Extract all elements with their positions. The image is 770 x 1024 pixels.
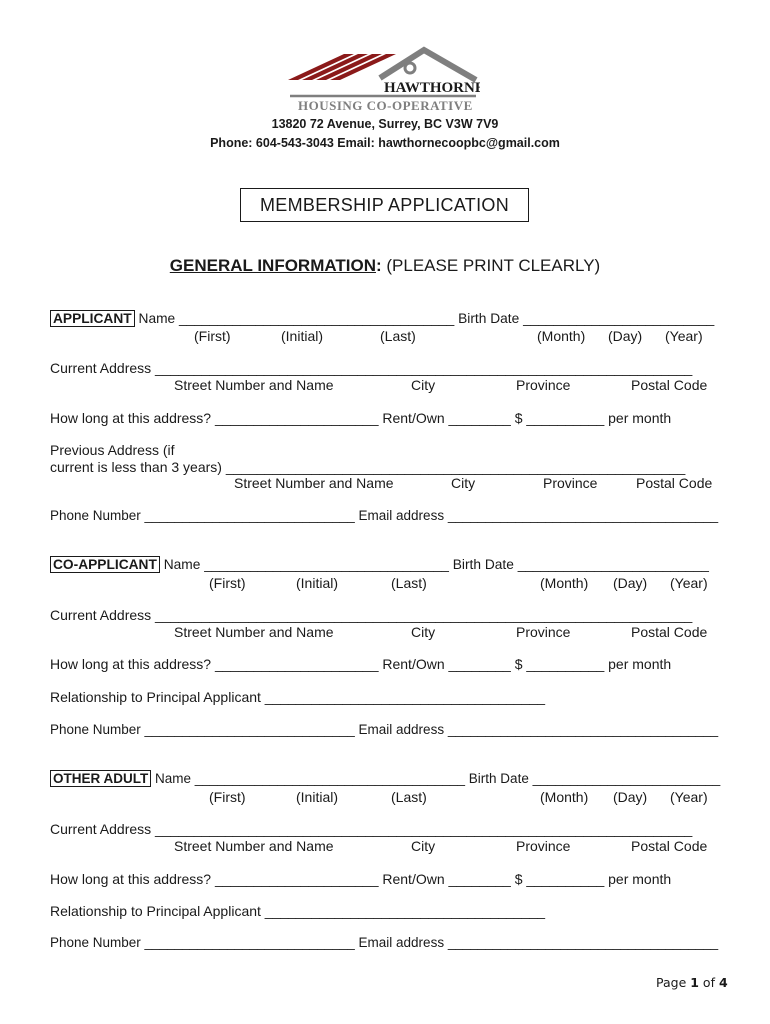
other-adult-relationship-line[interactable]: Relationship to Principal Applicant ____________________________________ bbox=[50, 903, 546, 919]
co-applicant-sub-month: (Month) bbox=[540, 575, 589, 591]
other-adult-addr-postal: Postal Code bbox=[631, 838, 708, 854]
applicant-name-line[interactable]: Name ____________________________________ Birth Date _________________________ bbox=[134, 311, 715, 326]
applicant-address-line[interactable]: Current Address _____________________________________________________________________ bbox=[50, 360, 693, 376]
applicant-sub-day: (Day) bbox=[608, 328, 643, 344]
co-applicant-addr-postal: Postal Code bbox=[631, 624, 708, 640]
co-applicant-sub-initial: (Initial) bbox=[296, 575, 339, 591]
applicant-sub-year: (Year) bbox=[665, 328, 703, 344]
other-adult-addr-street: Street Number and Name bbox=[174, 838, 334, 854]
applicant-prev-city: City bbox=[451, 475, 476, 491]
applicant-sub-last: (Last) bbox=[380, 328, 416, 344]
applicant-addr-province: Province bbox=[516, 377, 571, 393]
co-applicant-sub-year: (Year) bbox=[670, 575, 708, 591]
general-heading-colon: : bbox=[375, 256, 382, 275]
form-title: MEMBERSHIP APPLICATION bbox=[240, 188, 529, 222]
general-heading-text: GENERAL INFORMATION bbox=[169, 256, 376, 275]
co-applicant-address-line[interactable]: Current Address _____________________________________________________________________ bbox=[50, 607, 693, 623]
logo-line2: HOUSING CO-OPERATIVE bbox=[298, 98, 473, 113]
co-applicant-relationship-line[interactable]: Relationship to Principal Applicant ____________________________________ bbox=[50, 689, 546, 705]
other-adult-sub-first: (First) bbox=[209, 789, 246, 805]
other-adult-sub-year: (Year) bbox=[670, 789, 708, 805]
co-applicant-name-line[interactable]: Name ________________________________ Birth Date _________________________ bbox=[159, 557, 709, 572]
other-adult-tag: OTHER ADULT bbox=[50, 770, 151, 787]
co-applicant-howlong-line[interactable]: How long at this address? _____________________ Rent/Own ________ $ __________ per month bbox=[50, 656, 672, 672]
applicant-prev-line[interactable]: current is less than 3 years) ___________________________________________________________ bbox=[50, 459, 686, 475]
other-adult-howlong-line[interactable]: How long at this address? _____________________ Rent/Own ________ $ __________ per month bbox=[50, 871, 672, 887]
page-total: 4 bbox=[718, 975, 728, 990]
co-applicant-name-row[interactable] bbox=[50, 557, 709, 572]
other-adult-sub-last: (Last) bbox=[391, 789, 427, 805]
general-information-heading bbox=[0, 256, 770, 276]
applicant-prev-postal: Postal Code bbox=[636, 475, 713, 491]
hawthorne-logo bbox=[284, 44, 480, 114]
co-applicant-sub-first: (First) bbox=[209, 575, 246, 591]
co-applicant-sub-last: (Last) bbox=[391, 575, 427, 591]
page-label: Page bbox=[656, 975, 691, 990]
applicant-sub-initial: (Initial) bbox=[281, 328, 324, 344]
applicant-phone-line[interactable]: Phone Number ____________________________ Email address ____________________________________ bbox=[50, 508, 719, 523]
other-adult-phone-line[interactable]: Phone Number ____________________________ Email address ____________________________________ bbox=[50, 935, 719, 950]
applicant-addr-street: Street Number and Name bbox=[174, 377, 334, 393]
co-applicant-addr-province: Province bbox=[516, 624, 571, 640]
applicant-name-row[interactable] bbox=[50, 311, 714, 326]
co-applicant-tag: CO-APPLICANT bbox=[50, 556, 160, 573]
page-number bbox=[656, 975, 728, 990]
other-adult-name-row[interactable] bbox=[50, 771, 720, 786]
coop-address: 13820 72 Avenue, Surrey, BC V3W 7V9 bbox=[271, 117, 499, 131]
other-adult-sub-day: (Day) bbox=[613, 789, 648, 805]
applicant-sub-month: (Month) bbox=[537, 328, 586, 344]
page-current: 1 bbox=[690, 975, 699, 990]
page-of: of bbox=[698, 975, 719, 990]
other-adult-sub-initial: (Initial) bbox=[296, 789, 339, 805]
other-adult-sub-month: (Month) bbox=[540, 789, 589, 805]
other-adult-addr-city: City bbox=[411, 838, 436, 854]
co-applicant-addr-city: City bbox=[411, 624, 436, 640]
applicant-howlong-line[interactable]: How long at this address? _____________________ Rent/Own ________ $ __________ per month bbox=[50, 410, 672, 426]
co-applicant-sub-day: (Day) bbox=[613, 575, 648, 591]
logo-line1: HAWTHORNE bbox=[384, 80, 480, 96]
applicant-addr-city: City bbox=[411, 377, 436, 393]
applicant-prev-street: Street Number and Name bbox=[234, 475, 394, 491]
other-adult-name-line[interactable]: Name ____________________________________ Birth Date _________________________ bbox=[151, 771, 721, 786]
applicant-prev-province: Province bbox=[543, 475, 598, 491]
co-applicant-phone-line[interactable]: Phone Number ____________________________ Email address ____________________________________ bbox=[50, 722, 719, 737]
roof-logo-icon bbox=[284, 44, 480, 114]
other-adult-addr-province: Province bbox=[516, 838, 571, 854]
general-heading-note: (PLEASE PRINT CLEARLY) bbox=[381, 256, 601, 275]
applicant-prev-label: Previous Address (if bbox=[50, 442, 175, 458]
co-applicant-addr-street: Street Number and Name bbox=[174, 624, 334, 640]
other-adult-address-line[interactable]: Current Address _____________________________________________________________________ bbox=[50, 821, 693, 837]
applicant-tag: APPLICANT bbox=[50, 310, 135, 327]
applicant-addr-postal: Postal Code bbox=[631, 377, 708, 393]
applicant-sub-first: (First) bbox=[194, 328, 231, 344]
coop-contact: Phone: 604-543-3043 Email: hawthornecoopbc@gmail.com bbox=[210, 136, 560, 150]
